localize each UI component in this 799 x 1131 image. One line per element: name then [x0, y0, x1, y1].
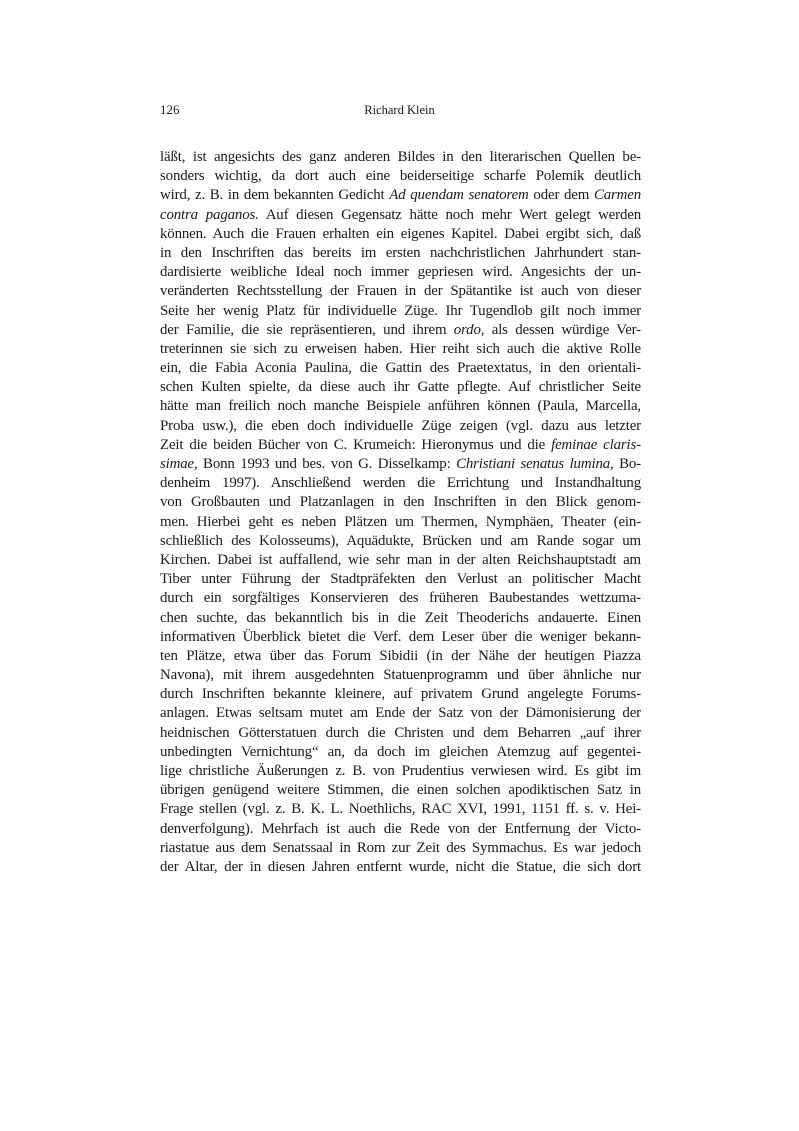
text-segment: sonders wichtig, da dort auch eine beiderseitige scharfe Polemik deutlich [160, 168, 641, 185]
text-segment: durch ein sorgfältiges Konservieren des früheren Baubestandes wettzuma- [160, 590, 641, 607]
text-line [160, 724, 641, 743]
text-segment: Frage stellen (vgl. z. B. K. L. Noethlichs, RAC XVI, 1991, 1151 ff. s. v. Hei- [160, 801, 641, 818]
text-segment: wird, z. B. in dem bekannten Gedicht [160, 187, 390, 204]
text-line [160, 148, 641, 167]
text-line [160, 800, 641, 819]
text-segment: chen suchte, das bekanntlich bis in die Zeit Theoderichs andauerte. Einen [160, 609, 641, 626]
text-line [160, 762, 641, 781]
text-segment: hätte man freilich noch manche Beispiele anführen können (Paula, Marcella, [160, 398, 641, 415]
text-segment: , Bo- [610, 456, 641, 472]
text-segment: Kirchen. Dabei ist auffallend, wie sehr man in der alten Reichshauptstadt am [160, 551, 641, 568]
text-line [160, 743, 641, 762]
text-line [160, 666, 641, 685]
italic-text: Christiani senatus lumina [456, 456, 611, 472]
text-line [160, 244, 641, 263]
text-line [160, 340, 641, 359]
text-segment: treterinnen sie sich zu erweisen haben. Hier reiht sich auch die aktive Rolle [160, 340, 641, 357]
text-line [160, 839, 641, 858]
text-segment: heidnischen Götterstatuen durch die Christen und dem Beharren „auf ihrer [160, 724, 641, 741]
text-line [160, 704, 641, 723]
text-segment: schen Kulten spielte, da diese auch ihr Gatte pflegte. Auf christlicher Seite [160, 379, 641, 396]
text-segment: Navona), mit ihrem ausgedehnten Statuenprogramm und über ähnliche nur [160, 667, 641, 684]
page-number: 126 [160, 102, 180, 117]
italic-text: simae [160, 456, 194, 472]
text-line [160, 532, 641, 551]
text-segment: in den Inschriften das bereits im ersten nachchristlichen Jahrhundert stan- [160, 244, 641, 261]
text-line [160, 378, 641, 397]
text-segment: Proba usw.), die eben doch individuelle Züge zeigen (vgl. dazu aus letzter [160, 417, 641, 434]
text-line [160, 551, 641, 570]
text-segment: durch Inschriften bekannte kleinere, auf privatem Grund angelegte Forums- [160, 686, 641, 703]
text-segment: übrigen genügend weitere Stimmen, die einen solchen apodiktischen Satz in [160, 782, 641, 799]
text-line [160, 225, 641, 244]
text-segment: , als dessen würdige Ver- [480, 321, 641, 338]
italic-text: contra paganos. [160, 206, 259, 223]
text-segment: dardisierte weibliche Ideal noch immer gepriesen wird. Angesichts der un- [160, 264, 641, 281]
text-segment: Zeit die beiden Bücher von C. Krumeich: Hieronymus und die [160, 436, 552, 453]
body-text [160, 148, 641, 877]
text-segment: ein, die Fabia Aconia Paulina, die Gattin des Praetextatus, in den orientali- [160, 360, 641, 377]
text-segment: von Großbauten und Platzanlagen in den Inschriften in den Blick genom- [160, 494, 641, 511]
italic-text: feminae claris- [551, 436, 641, 453]
text-segment: oder dem [528, 187, 594, 204]
text-segment: ten Plätze, etwa über das Forum Sibidii (in der Nähe der heutigen Piazza [160, 647, 641, 664]
text-segment: , Bonn 1993 und bes. von G. Disselkamp: [194, 456, 457, 472]
text-segment: der Familie, die sie repräsentieren, und ihrem [160, 321, 454, 338]
text-segment: anlagen. Etwas seltsam mutet am Ende der Satz von der Dämonisierung der [160, 705, 641, 722]
text-segment: Seite her wenig Platz für individuelle Züge. Ihr Tugendlob gilt noch immer [160, 302, 641, 319]
text-line [160, 321, 641, 340]
text-segment: Auf diesen Gegensatz hätte noch mehr Wert gelegt werden [258, 206, 641, 223]
text-segment: läßt, ist angesichts des ganz anderen Bildes in den literarischen Quellen be- [160, 149, 641, 165]
text-line [160, 628, 641, 647]
text-line [160, 685, 641, 704]
text-line [160, 570, 641, 589]
text-line [160, 493, 641, 512]
italic-text: Carmen [593, 187, 642, 204]
text-segment: men. Hierbei geht es neben Plätzen um Thermen, Nymphäen, Theater (ein- [160, 513, 641, 530]
text-line [160, 417, 641, 436]
text-line [160, 474, 641, 493]
text-segment: lige christliche Äußerungen z. B. von Prudentius verwiesen wird. Es gibt im [160, 763, 641, 779]
text-segment: informativen Überblick bietet die Verf. dem Leser über die weniger bekann- [160, 628, 641, 645]
text-line [160, 609, 641, 628]
text-segment: denheim 1997). Anschließend werden die Errichtung und Instandhaltung [160, 475, 641, 492]
text-line [160, 186, 641, 205]
text-segment: können. Auch die Frauen erhalten ein eigenes Kapitel. Dabei ergibt sich, daß [160, 225, 641, 242]
text-segment: veränderten Rechtsstellung der Frauen in der Spätantike ist auch von dieser [160, 283, 641, 300]
text-line [160, 167, 641, 186]
text-line [160, 436, 641, 455]
text-line [160, 647, 641, 666]
italic-text: Ad quendam senatorem [389, 187, 529, 204]
text-line [160, 455, 641, 474]
text-line [160, 282, 641, 301]
running-head: Richard Klein [364, 103, 435, 117]
text-segment: Tiber unter Führung der Stadtpräfekten den Verlust an politischer Macht [160, 571, 641, 588]
text-line [160, 263, 641, 282]
text-segment: riastatue aus dem Senatssaal in Rom zur Zeit des Symmachus. Es war jedoch [160, 839, 641, 856]
text-line [160, 302, 641, 321]
text-segment: denverfolgung). Mehrfach ist auch die Rede von der Entfernung der Victo- [160, 820, 641, 837]
text-line [160, 359, 641, 378]
text-segment: der Altar, der in diesen Jahren entfernt wurde, nicht die Statue, die sich dort [160, 858, 641, 875]
italic-text: ordo [453, 321, 481, 338]
text-line [160, 781, 641, 800]
text-line [160, 589, 641, 608]
text-line [160, 206, 641, 225]
text-line [160, 513, 641, 532]
text-segment: unbedingten Vernichtung“ an, da doch im gleichen Atemzug auf gegentei- [160, 743, 641, 760]
text-segment: schließlich des Kolosseums), Aquädukte, Brücken und am Rande sogar um [160, 532, 641, 549]
text-line [160, 858, 641, 877]
text-line [160, 397, 641, 416]
text-line [160, 820, 641, 839]
